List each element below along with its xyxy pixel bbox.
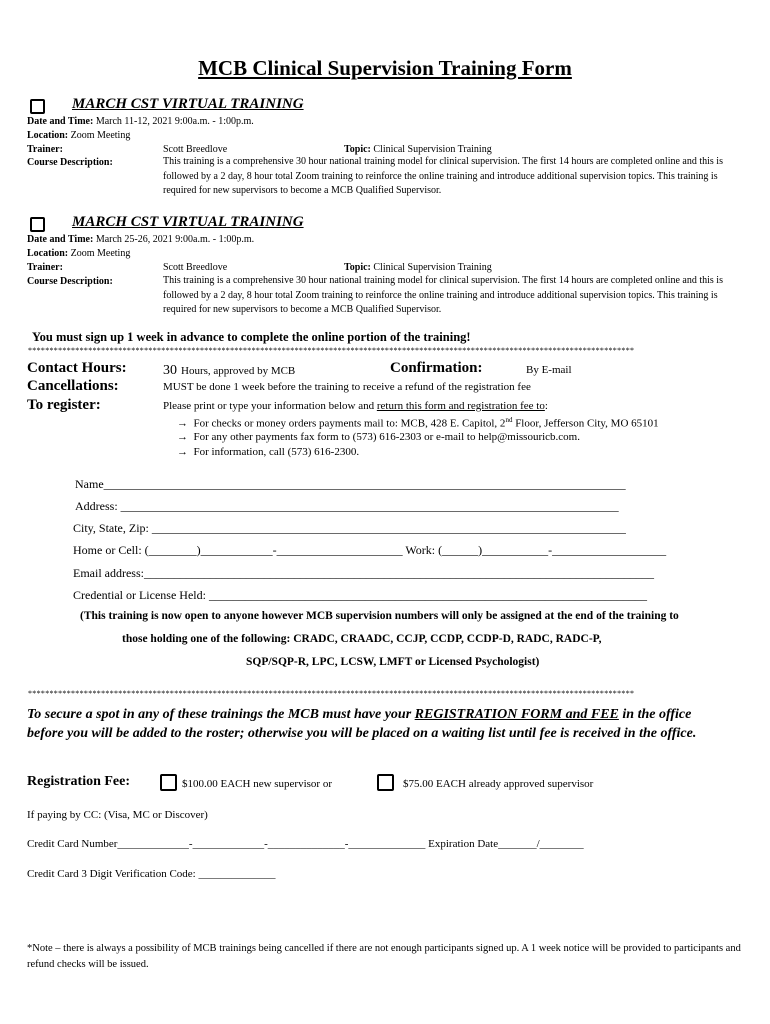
- session-2-location-row: [27, 248, 130, 259]
- address-field[interactable]: Address: ___________________________________________________________________________________: [75, 499, 619, 513]
- topic-value: Clinical Supervision Training: [373, 262, 492, 273]
- cc-types: If paying by CC: (Visa, MC or Discover): [27, 809, 208, 821]
- date-label: Date and Time:: [27, 116, 94, 127]
- register-return-link: return this form and registration fee to: [376, 400, 545, 412]
- info-text: For information, call (573) 616-2300.: [193, 446, 360, 458]
- divider-stars: *********************************************************************************************************************************************: [28, 689, 635, 698]
- date-value: March 11-12, 2021 9:00a.m. - 1:00p.m.: [95, 116, 254, 127]
- course-description-label: Course Description:: [27, 276, 113, 287]
- session-1-date-row: [27, 116, 254, 127]
- advance-notice: You must sign up 1 week in advance to complete the online portion of the training!: [32, 330, 471, 344]
- session-1-heading: MARCH CST VIRTUAL TRAINING: [72, 96, 304, 112]
- info-instruction: [177, 446, 359, 458]
- trainer-label: Trainer:: [27, 144, 63, 155]
- mail-text-end: Floor, Jefferson City, MO 65101: [512, 417, 659, 430]
- session-1-location-row: [27, 130, 130, 141]
- arrow-right-icon: →: [177, 431, 188, 443]
- course-description: This training is a comprehensive 30 hour national training model for clinical supervision. The first 14 hours are completed online and this is followed by a 2 day, 8 hour total Zoom training to reinforce the online training and introduce additional supervision topics. This training is required for new supervisors to become a MCB Qualified Supervisor.: [163, 156, 723, 196]
- contact-hours-number: 30: [163, 363, 177, 378]
- trainer-label: Trainer:: [27, 262, 63, 273]
- location-label: Location:: [27, 130, 69, 141]
- topic-label: Topic:: [344, 262, 371, 273]
- location-value: Zoom Meeting: [70, 130, 131, 141]
- arrow-right-icon: →: [177, 417, 188, 430]
- contact-hours-label: Contact Hours:: [27, 360, 127, 376]
- fee-new-checkbox[interactable]: [160, 774, 177, 791]
- confirmation-value: By E-mail: [526, 364, 572, 376]
- open-notice-line-1: (This training is now open to anyone however MCB supervision numbers will only be assigned at the end of the training to: [80, 610, 679, 622]
- open-notice-line-2: those holding one of the following: CRADC, CRAADC, CCJP, CCDP, CCDP-D, RADC, RADC-P,: [122, 633, 602, 645]
- mail-sup: nd: [505, 416, 513, 424]
- date-value: March 25-26, 2021 9:00a.m. - 1:00p.m.: [95, 234, 255, 245]
- secure-text: To secure a spot in any of these trainings the MCB must have your: [27, 707, 412, 722]
- session-2-date-row: [27, 234, 254, 245]
- fee-new-option: $100.00 EACH new supervisor or: [182, 778, 333, 790]
- city-state-zip-field[interactable]: City, State, Zip: _______________________________________________________________________________: [73, 521, 626, 535]
- cc-verification-field[interactable]: Credit Card 3 Digit Verification Code: ______________: [27, 868, 276, 880]
- register-intro: Please print or type your information below and: [163, 400, 375, 412]
- cancellation-note: *Note – there is always a possibility of MCB trainings being cancelled if there are not enough participants signed up. A 1 week notice will be provided to participants and refund checks will be issued.: [27, 943, 741, 970]
- trainer-value: Scott Breedlove: [163, 144, 228, 155]
- fax-text: For any other payments fax form to (573) 616-2303 or e-mail to help@missouricb.com.: [193, 431, 580, 443]
- mail-text: For checks or money orders payments mail to: MCB, 428 E. Capitol, 2: [193, 417, 506, 430]
- location-label: Location:: [27, 248, 69, 259]
- arrow-right-icon: →: [177, 446, 188, 458]
- course-description: This training is a comprehensive 30 hour national training model for clinical supervision. The first 14 hours are completed online and this is followed by a 2 day, 8 hour total Zoom training to reinforce the online training and introduce additional supervision topics. This training is required for new supervisors to become a MCB Qualified Supervisor.: [163, 275, 723, 315]
- phone-field[interactable]: Home or Cell: (________)____________-_____________________ Work: (______)___________-___________________: [73, 543, 667, 557]
- trainer-value: Scott Breedlove: [163, 262, 228, 273]
- session-1-topic: [344, 144, 492, 155]
- course-description-label: Course Description:: [27, 157, 113, 168]
- mail-instruction: [177, 416, 659, 430]
- registration-fee-label: Registration Fee:: [27, 774, 131, 789]
- confirmation-label: Confirmation:: [390, 360, 483, 376]
- register-colon: :: [544, 400, 548, 412]
- session-2-heading: MARCH CST VIRTUAL TRAINING: [72, 214, 304, 230]
- registration-form-fee-emphasis: REGISTRATION FORM and FEE: [414, 707, 619, 722]
- session-1-checkbox[interactable]: [30, 99, 45, 114]
- name-field[interactable]: Name_______________________________________________________________________________________: [75, 477, 626, 491]
- divider-stars: *********************************************************************************************************************************************: [28, 346, 635, 355]
- register-label: To register:: [27, 397, 101, 413]
- contact-hours-text: Hours, approved by MCB: [181, 365, 296, 377]
- date-label: Date and Time:: [27, 234, 94, 245]
- email-field[interactable]: Email address:_____________________________________________________________________________________: [73, 566, 654, 580]
- session-2-checkbox[interactable]: [30, 217, 45, 232]
- topic-value: Clinical Supervision Training: [373, 144, 492, 155]
- page-title: MCB Clinical Supervision Training Form: [198, 56, 572, 80]
- credit-card-number-field[interactable]: Credit Card Number_____________-_____________-______________-______________ Expiration Date_______/________: [27, 838, 584, 850]
- session-2-topic: [344, 262, 492, 273]
- location-value: Zoom Meeting: [70, 248, 131, 259]
- cancellations-value: MUST be done 1 week before the training to receive a refund of the registration fee: [163, 381, 531, 393]
- topic-label: Topic:: [344, 144, 371, 155]
- register-instructions: [163, 400, 548, 412]
- secure-spot-notice: [27, 706, 727, 743]
- fax-instruction: [177, 431, 580, 443]
- contact-hours-value: [163, 361, 295, 379]
- open-notice-line-3: SQP/SQP-R, LPC, LCSW, LMFT or Licensed Psychologist): [246, 656, 540, 668]
- cancellations-label: Cancellations:: [27, 378, 119, 394]
- fee-approved-checkbox[interactable]: [377, 774, 394, 791]
- secure-text-end: in the office before you will be added to the roster; otherwise you will be placed on a waiting list until fee is received in the office.: [27, 707, 697, 741]
- fee-approved-option: $75.00 EACH already approved supervisor: [403, 778, 594, 790]
- credential-field[interactable]: Credential or License Held: _________________________________________________________________________: [73, 588, 647, 602]
